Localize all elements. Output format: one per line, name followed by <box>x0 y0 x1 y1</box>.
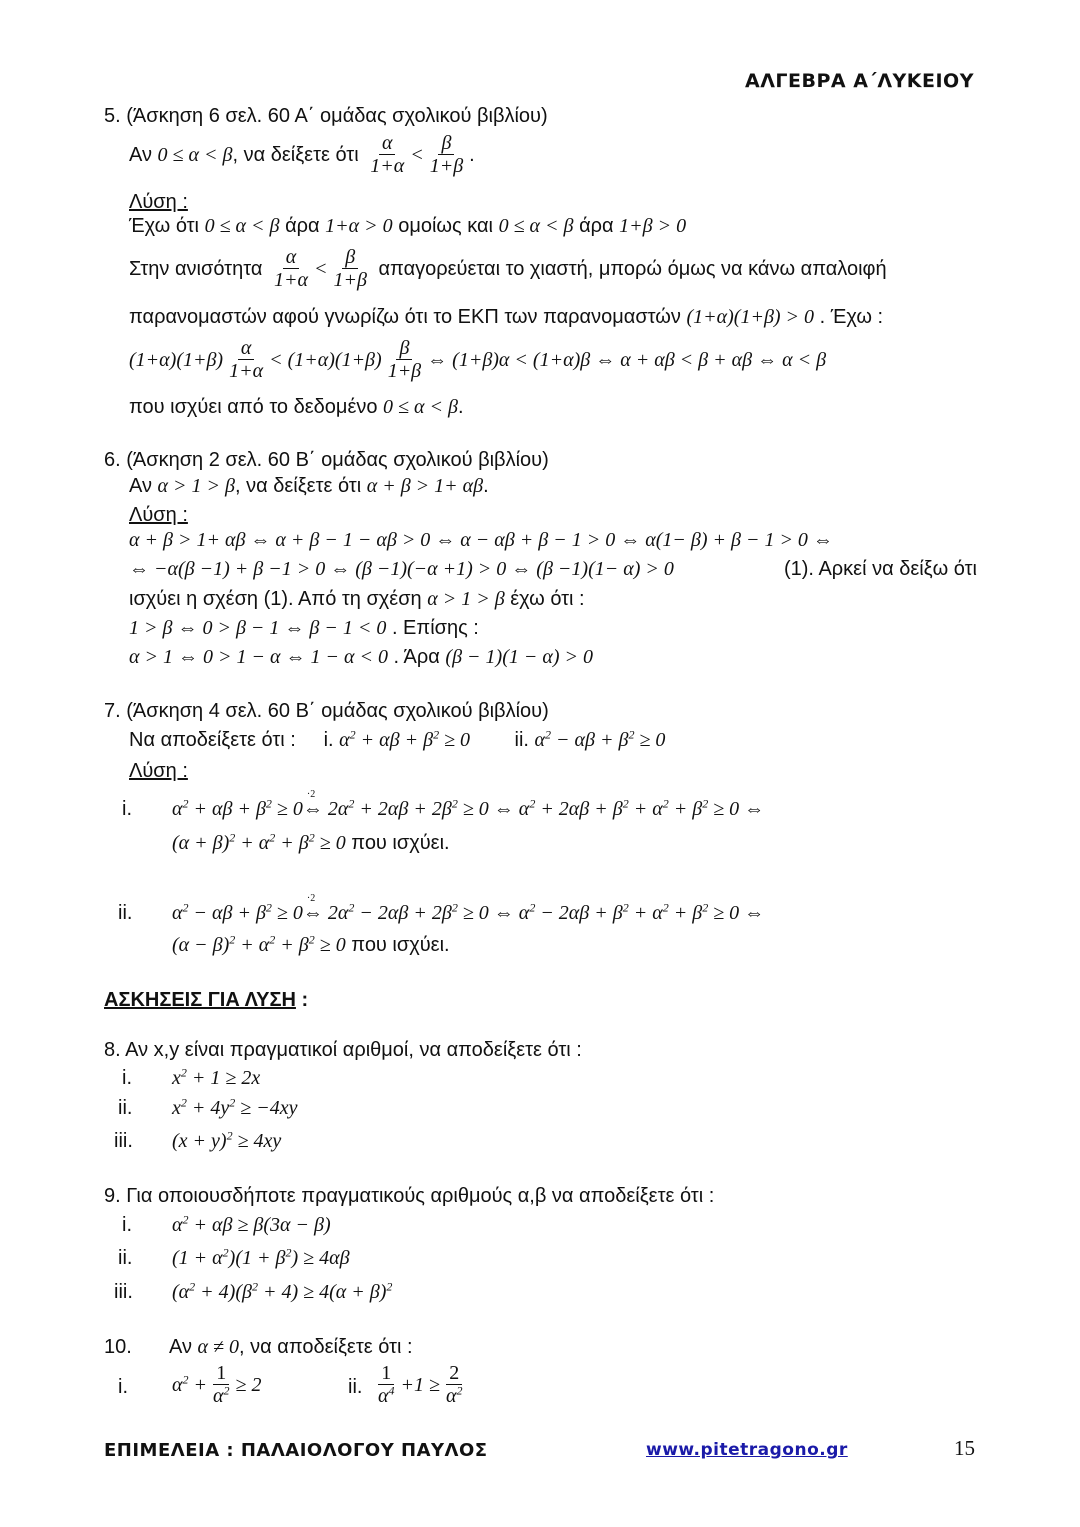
exercise-10-statement <box>169 1335 413 1359</box>
exercise-9-item-ii: $(1 + \alpha^2)(1 + \beta^2) \ge 4\alpha\beta$ <box>172 1245 350 1269</box>
exercise-9-title: 9. Για οποιουσδήποτε πραγματικούς αριθμούς α,β να αποδείξετε ότι : <box>104 1185 715 1207</box>
fraction <box>443 1362 466 1407</box>
exercise-5-line-3 <box>129 305 883 329</box>
math: $\alpha^2 - \alpha\beta + \beta^2 \ge 0$ <box>534 727 666 751</box>
text: παρανομαστών αφού γνωρίζω ότι το ΕΚΠ των παρανομαστών <box>129 306 681 328</box>
denominator: 1+α <box>370 155 405 177</box>
text: Αν <box>169 1336 192 1358</box>
text: Στην ανισότητα <box>129 257 263 280</box>
math: 0 ≤ α < β <box>157 143 233 166</box>
numerator: 1 <box>378 1362 394 1385</box>
math: $(\alpha + \beta)^2 + \alpha^2 + \beta^2 \ge 0$ <box>172 830 346 854</box>
exercise-5-solution-label: Λύση : <box>129 191 188 213</box>
math: ⇔ (1+β)α < (1+α)β ⇔ α + αβ < β + αβ ⇔ α < β <box>427 348 827 371</box>
text: ομοίως και <box>398 215 493 237</box>
denominator: $\alpha^4$ <box>378 1383 395 1407</box>
denominator: $\alpha^2$ <box>213 1383 230 1407</box>
exercise-8-label-iii: iii. <box>114 1130 133 1152</box>
text: i. <box>323 729 334 751</box>
math: 1+β > 0 <box>619 215 687 237</box>
fraction <box>375 1362 398 1407</box>
math: α + β > 1+ αβ <box>366 475 484 497</box>
exercise-8-item-iii: $(x + y)^2 \ge 4xy$ <box>172 1128 282 1152</box>
numerator: 2 <box>446 1362 462 1385</box>
math: 1 > β ⇔ 0 > β − 1 ⇔ β − 1 < 0 <box>129 617 387 639</box>
math: 0 ≤ α < β <box>204 215 280 237</box>
fraction <box>367 132 407 177</box>
fraction <box>330 246 369 291</box>
exercise-5-statement <box>129 132 475 177</box>
exercise-10-item-ii <box>372 1362 468 1407</box>
exercises-heading <box>104 988 308 1012</box>
text: άρα <box>579 215 614 237</box>
numerator: α <box>238 337 255 360</box>
exercise-10-number: 10. <box>104 1336 132 1358</box>
math: +1 ≥ <box>400 1373 440 1396</box>
numerator: β <box>342 246 358 269</box>
exercise-7-i-label: i. <box>122 798 132 820</box>
exercise-8-label-i: i. <box>122 1067 132 1089</box>
math: ⇔ −α(β −1) + β −1 > 0 ⇔ (β −1)(−α +1) > 0 ⇔ (β −1)(1− α) > 0 <box>129 558 674 580</box>
fraction <box>210 1362 233 1407</box>
multiplier: ·2 <box>306 893 316 904</box>
exercise-7-i-line-2 <box>172 831 450 855</box>
math: $\alpha^2$ + <box>172 1371 207 1396</box>
math: 0 ≤ α < β <box>383 396 458 418</box>
denominator: $\alpha^2$ <box>445 1383 463 1407</box>
text: , να δείξετε ότι <box>232 143 359 166</box>
math: (β − 1)(1 − α) > 0 <box>445 646 594 668</box>
text: Έχω ότι <box>129 215 199 237</box>
exercise-10-label-i: i. <box>118 1376 128 1398</box>
footer-website-link[interactable]: www.pitetragono.gr <box>646 1440 848 1460</box>
exercise-6-line-3 <box>129 587 585 611</box>
math: < <box>313 257 328 280</box>
text: που ισχύει από το δεδομένο <box>129 396 378 418</box>
fraction <box>226 337 266 382</box>
text: . <box>469 143 475 166</box>
denominator: 1+β <box>429 155 464 177</box>
math: (1+α)(1+β) > 0 <box>686 306 815 328</box>
exercise-6-title: 6. (Άσκηση 2 σελ. 60 Β΄ ομάδας σχολικού βιβλίου) <box>104 449 549 471</box>
exercise-8-label-ii: ii. <box>118 1097 133 1119</box>
text: άρα <box>285 215 320 237</box>
text: , να αποδείξετε ότι : <box>239 1336 413 1358</box>
exercise-9-label-i: i. <box>122 1214 132 1236</box>
exercise-5-line-2 <box>129 246 887 291</box>
math: $(\alpha - \beta)^2 + \alpha^2 + \beta^2 \ge 0$ <box>172 932 346 956</box>
exercise-7-title: 7. (Άσκηση 4 σελ. 60 Β΄ ομάδας σχολικού βιβλίου) <box>104 700 549 722</box>
fraction <box>427 132 466 177</box>
exercise-10-item-i <box>172 1362 261 1407</box>
text: . Έχω : <box>819 306 884 328</box>
exercise-9-label-ii: ii. <box>118 1247 133 1269</box>
exercise-8-item-i: $x^2 + 1 \ge 2x$ <box>172 1065 261 1089</box>
footer-author: ΕΠΙΜΕΛΕΙΑ : ΠΑΛΑΙΟΛΟΓΟΥ ΠΑΥΛΟΣ <box>104 1440 488 1461</box>
exercise-9-item-iii: $(\alpha^2 + 4)(\beta^2 + 4) \ge 4(\alpha + \beta)^2$ <box>172 1279 393 1303</box>
exercise-7-i-line-1: $\alpha^2 + \alpha\beta + \beta^2$ ≥ 0⇔ ·2 $2\alpha^2 + 2\alpha\beta + 2\beta^2 \ge 0$ ⇔ $\alpha^2 + 2\alpha\beta + \beta^2 + \alpha^2 + \beta^2 \ge 0$ ⇔ <box>172 797 764 821</box>
text: έχω ότι : <box>510 588 585 610</box>
exercise-7-ii-line-2 <box>172 933 450 957</box>
numerator: α <box>283 246 300 269</box>
exercise-9-label-iii: iii. <box>114 1281 133 1303</box>
exercise-6-solution-label: Λύση : <box>129 504 188 526</box>
exercise-5-title: 5. (Άσκηση 6 σελ. 60 Α΄ ομάδας σχολικού βιβλίου) <box>104 105 548 127</box>
text: που ισχύει. <box>351 934 450 956</box>
text: : <box>301 989 309 1011</box>
text: Αν <box>129 475 152 497</box>
numerator: 1 <box>213 1362 229 1385</box>
math: α > 1 > β <box>157 475 235 497</box>
fraction <box>271 246 311 291</box>
math: < <box>410 143 424 166</box>
exercise-6-line-1: α + β > 1+ αβ ⇔ α + β − 1 − αβ > 0 ⇔ α − αβ + β − 1 > 0 ⇔ α(1− β) + β − 1 > 0 ⇔ <box>129 529 833 551</box>
text: . <box>457 396 464 418</box>
text: Αν <box>129 143 152 166</box>
exercise-9-item-i: $\alpha^2 + \alpha\beta \ge \beta(3\alpha - \beta)$ <box>172 1212 331 1236</box>
exercise-8-item-ii: $x^2 + 4y^2 \ge -4xy$ <box>172 1095 298 1119</box>
page-header-title: ΑΛΓΕΒΡΑ Α΄ΛΥΚΕΙΟΥ <box>745 70 974 92</box>
math: α ≠ 0 <box>197 1336 240 1358</box>
text: που ισχύει. <box>351 832 450 854</box>
text: (1). Αρκεί να δείξω ότι <box>783 558 977 580</box>
exercise-10-label-ii: ii. <box>348 1376 363 1398</box>
math: 1+α > 0 <box>325 215 393 237</box>
numerator: β <box>396 337 412 360</box>
heading-text: ΑΣΚΗΣΕΙΣ ΓΙΑ ΛΥΣΗ <box>104 989 296 1011</box>
numerator: β <box>438 132 454 155</box>
text: . <box>483 475 489 497</box>
exercise-7-solution-label: Λύση : <box>129 760 188 782</box>
math: ≥ 2 <box>235 1373 262 1396</box>
exercise-6-line-4 <box>129 616 479 640</box>
exercise-7-statement <box>129 728 665 752</box>
exercise-8-title: 8. Αν x,y είναι πραγματικοί αριθμοί, να αποδείξετε ότι : <box>104 1039 582 1061</box>
text: ii. <box>514 729 529 751</box>
exercise-7-ii-line-1: $\alpha^2 - \alpha\beta + \beta^2$ ≥ 0⇔ ·2 $2\alpha^2 - 2\alpha\beta + 2\beta^2 \ge 0$ ⇔ $\alpha^2 - 2\alpha\beta + \beta^2 + \alpha^2 + \beta^2 \ge 0$ ⇔ <box>172 901 764 925</box>
math: (1+α)(1+β) <box>129 348 224 371</box>
math: < (1+α)(1+β) <box>269 348 382 371</box>
text: Να αποδείξετε ότι : <box>129 729 296 751</box>
exercise-5-line-1 <box>129 214 686 238</box>
fraction <box>385 337 424 382</box>
denominator: 1+α <box>273 269 308 291</box>
numerator: α <box>379 132 396 155</box>
exercise-6-line-5 <box>129 645 593 669</box>
denominator: 1+α <box>229 360 264 382</box>
exercise-6-line-2 <box>129 557 977 581</box>
text: . Άρα <box>393 646 440 668</box>
exercise-7-ii-label: ii. <box>118 902 133 924</box>
denominator: 1+β <box>333 269 367 291</box>
math: α > 1 > β <box>427 588 505 610</box>
text: . Επίσης : <box>391 617 479 639</box>
exercise-6-statement <box>129 474 489 498</box>
multiplier: ·2 <box>306 789 316 800</box>
exercise-5-line-4 <box>129 337 826 382</box>
math: 0 ≤ α < β <box>498 215 574 237</box>
exercise-5-line-5 <box>129 395 464 419</box>
text: απαγορεύεται το χιαστή, μπορώ όμως να κάνω απαλοιφή <box>378 257 887 280</box>
math: $\alpha^2 + \alpha\beta + \beta^2 \ge 0$ <box>339 727 471 751</box>
math: α > 1 ⇔ 0 > 1 − α ⇔ 1 − α < 0 <box>129 646 388 668</box>
denominator: 1+β <box>387 360 422 382</box>
text: , να δείξετε ότι <box>235 475 362 497</box>
page-number: 15 <box>954 1436 975 1460</box>
text: ισχύει η σχέση (1). Από τη σχέση <box>129 588 422 610</box>
